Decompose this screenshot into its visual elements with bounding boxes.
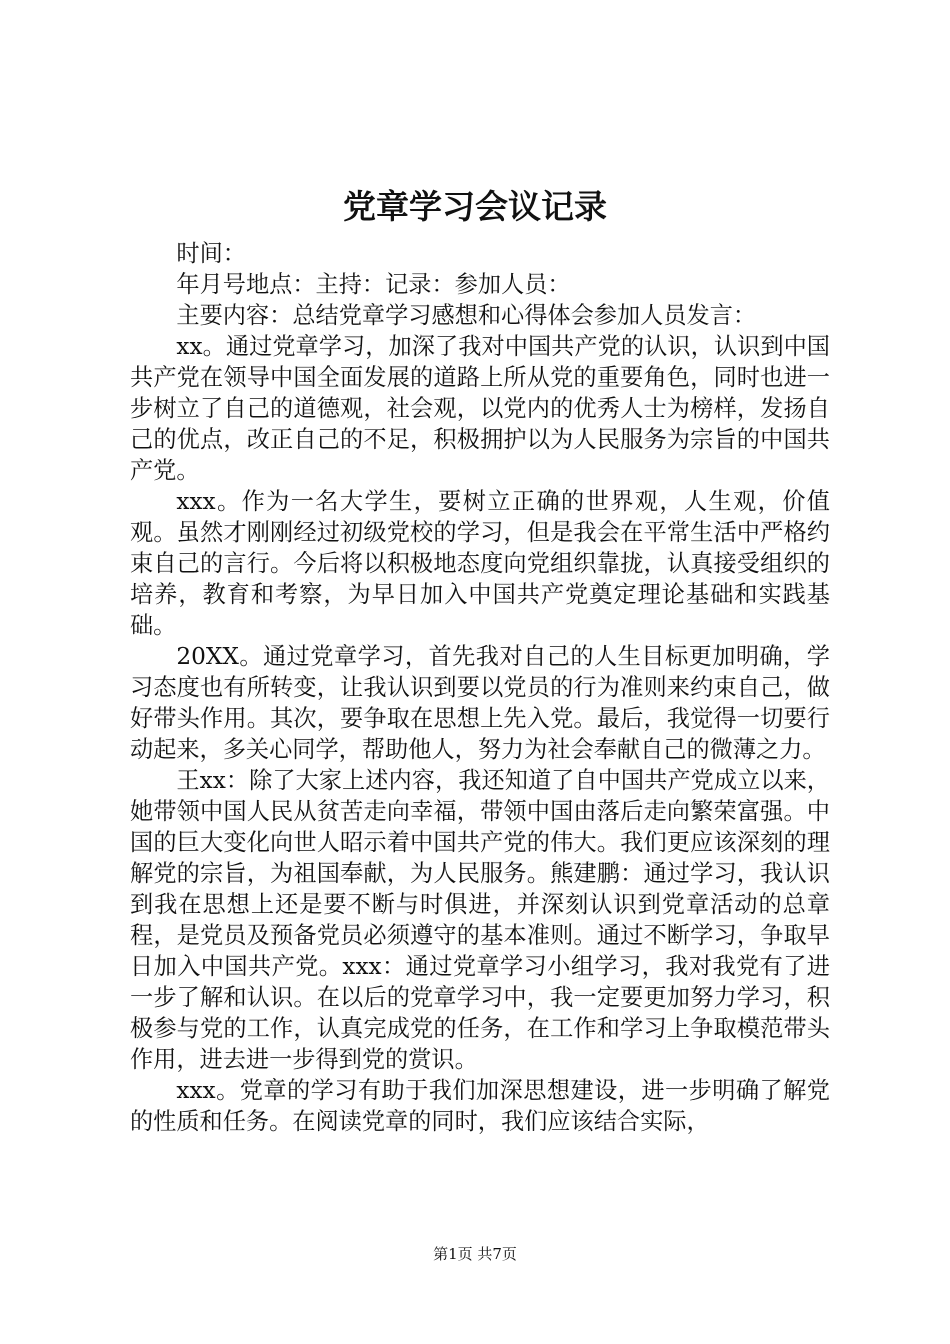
page-number-footer: 第1页 共7页 [433,1245,517,1263]
main-content-line: 主要内容：总结党章学习感想和心得体会参加人员发言： [176,302,757,329]
meeting-time-line: 时间： [176,240,246,267]
speech-paragraph: xxx。作为一名大学生，要树立正确的世界观，人生观，价值观。虽然才刚刚经过初级党校的学习，但是我会在平常生活中严格约束自己的言行。今后将以积极地态度向党组织靠拢，认真接受组织的培养，教育和考察，为早日加入中国共产党奠定理论基础和实践基础。 [130,488,830,639]
meeting-info-line: 年月号地点：主持：记录：参加人员： [176,271,571,298]
speech-paragraph: 20XX。通过党章学习，首先我对自己的人生目标更加明确，学习态度也有所转变，让我认识到要以党员的行为准则来约束自己，做好带头作用。其次，要争取在思想上先入党。最后，我觉得一切要行动起来，多关心同学，帮助他人，努力为社会奉献自己的微薄之力。 [130,643,830,763]
speech-paragraph: xx。通过党章学习，加深了我对中国共产党的认识，认识到中国共产党在领导中国全面发展的道路上所从党的重要角色，同时也进一步树立了自己的道德观，社会观，以党内的优秀人士为榜样，发扬自己的优点，改正自己的不足，积极拥护以为人民服务为宗旨的中国共产党。 [130,333,830,484]
document-body [130,238,830,1137]
speech-paragraph: 王xx：除了大家上述内容，我还知道了自中国共产党成立以来，她带领中国人民从贫苦走向幸福，带领中国由落后走向繁荣富强。中国的巨大变化向世人昭示着中国共产党的伟大。我们更应该深刻的理解党的宗旨，为祖国奉献，为人民服务。熊建鹏：通过学习，我认识到我在思想上还是要不断与时俱进，并深刻认识到党章活动的总章程，是党员及预备党员必须遵守的基本准则。通过不断学习，争取早日加入中国共产党。xxx：通过党章学习小组学习，我对我党有了进一步了解和认识。在以后的党章学习中，我一定要更加努力学习，积极参与党的工作，认真完成党的任务，在工作和学习上争取模范带头作用，进去进一步得到党的赏识。 [130,767,830,1073]
speech-paragraph: xxx。党章的学习有助于我们加深思想建设，进一步明确了解党的性质和任务。在阅读党章的同时，我们应该结合实际， [130,1077,830,1135]
document-title: 党章学习会议记录 [343,187,607,226]
